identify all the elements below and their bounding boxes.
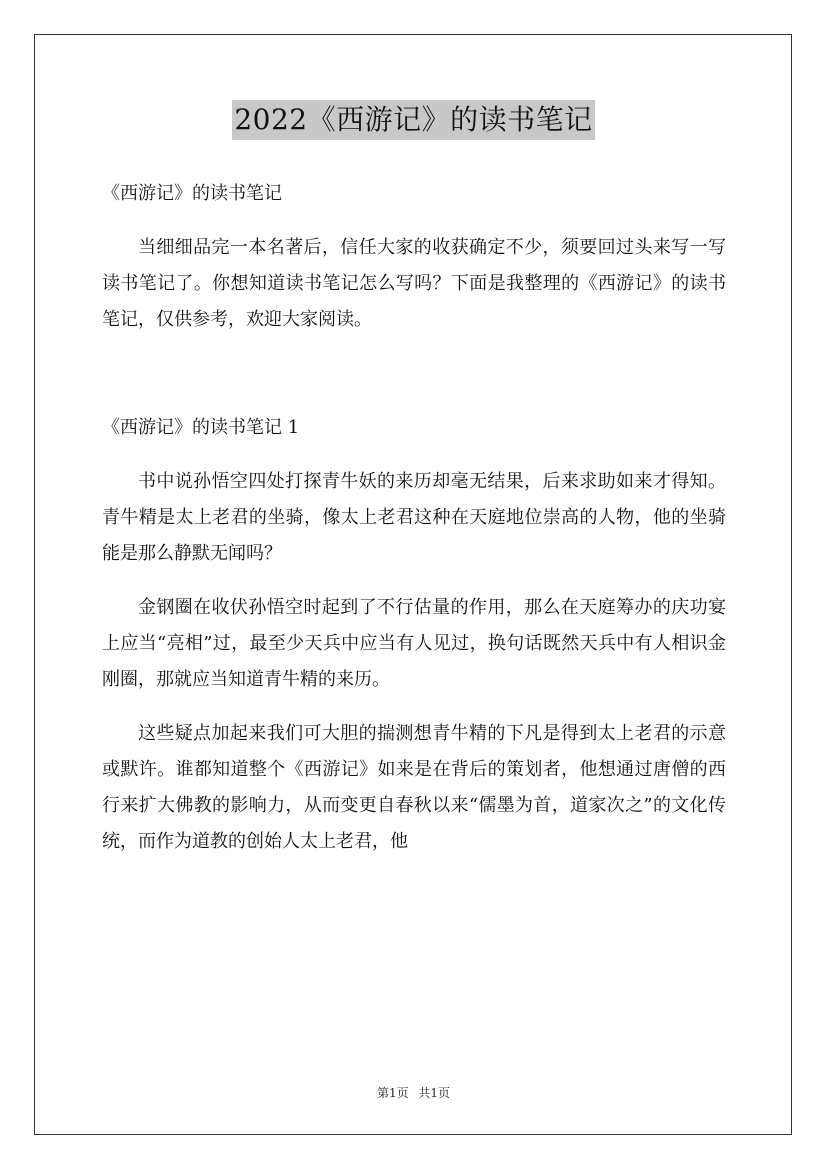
body-paragraph: 书中说孙悟空四处打探青牛妖的来历却毫无结果，后来求助如来才得知。青牛精是太上老君的坐骑，像太上老君这种在天庭地位崇高的人物，他的坐骑能是那么静默无闻吗？ [102,471,726,564]
page-footer [0,1084,827,1101]
body-paragraph: 金钢圈在收伏孙悟空时起到了不行估量的作用，那么在天庭筹办的庆功宴上应当“亮相”过，最至少天兵中应当有人见过，换句话既然天兵中有人相识金刚圈，那就应当知道青牛精的来历。 [102,597,726,690]
title-container [0,100,827,140]
document-body [102,176,726,878]
section-spacer [102,356,726,410]
section-heading: 《西游记》的读书笔记 1 [102,417,300,438]
body-paragraph: 这些疑点加起来我们可大胆的揣测想青牛精的下凡是得到太上老君的示意或默许。谁都知道整个《西游记》如来是在背后的策划者，他想通过唐僧的西行来扩大佛教的影响力，从而变更自春秋以来“儒墨为首，道家次之”的文化传统，而作为道教的创始人太上老君，他 [102,723,726,852]
page-number: 第1页 [376,1086,409,1100]
intro-heading: 《西游记》的读书笔记 [102,183,282,204]
page-total: 共1页 [418,1086,451,1100]
document-title: 2022《西游记》的读书笔记 [232,100,594,140]
intro-paragraph: 当细细品完一本名著后，信任大家的收获确定不少，须要回过头来写一写读书笔记了。你想知道读书笔记怎么写吗？下面是我整理的《西游记》的读书笔记，仅供参考，欢迎大家阅读。 [102,237,726,330]
